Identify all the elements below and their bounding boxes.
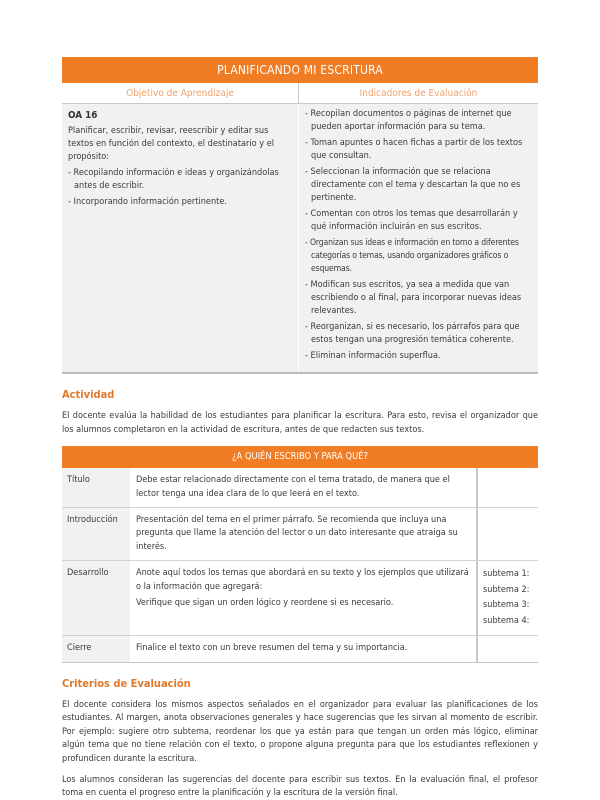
table-row — [62, 468, 538, 508]
row-content: Debe estar relacionado directamente con el tema tratado, de manera que el lector tenga una idea clara de lo que leerá en el texto. — [130, 468, 478, 507]
row-notes-cell — [478, 468, 538, 507]
objective-item: - Incorporando información pertinente. — [68, 197, 227, 207]
criteria-heading: Criterios de Evaluación — [62, 676, 191, 690]
organizer-table-title: ¿A QUIÉN ESCRIBO Y PARA QUÉ? — [62, 446, 538, 468]
objective-item: - Recopilando información e ideas y organizándolas antes de escribir. — [68, 168, 279, 191]
indicator-item: - Organizan sus ideas e información en torno a diferentes categorías o temas, usando organizadores gráficos o esquemas. — [305, 238, 519, 274]
subtema-label: subtema 2: — [483, 584, 530, 595]
row-content: Finalice el texto con un breve resumen del tema y su importancia. — [130, 636, 478, 661]
column-header-indicators: Indicadores de Evaluación — [359, 88, 478, 99]
indicator-item: - Toman apuntes o hacen fichas a partir de los textos que consultan. — [305, 138, 523, 161]
indicator-item: - Modifican sus escritos, ya sea a medida que van escribiendo o al final, para incorporar nuevas ideas relevantes. — [305, 280, 522, 316]
indicator-item: - Recopilan documentos o páginas de internet que pueden aportar información para su tema. — [305, 109, 512, 132]
subtemas-cell — [478, 561, 538, 635]
criteria-paragraph: El docente considera los mismos aspectos señalados en el organizador para evaluar las planificaciones de los estudiantes. Al margen, anota observaciones generales y hace sugerencias que les sirvan al momento de escribir. Por ejemplo: sugiere otro subtema, reordenar los que ya están para que tengan un orden más lógico, eliminar algún tema que no tiene relación con el texto, o propone alguna pregunta para que los estudiantes reflexionen y profundicen durante la escritura. — [62, 699, 538, 764]
row-content — [130, 561, 478, 635]
subtema-label: subtema 4: — [483, 615, 530, 626]
activity-paragraph: El docente evalúa la habilidad de los estudiantes para planificar la escritura. Para esto, revisa el organizador que los alumnos completaron en la actividad de escritura, antes de que redacten sus textos. — [62, 411, 538, 435]
planning-table — [62, 57, 538, 374]
planning-table-title: PLANIFICANDO MI ESCRITURA — [62, 57, 538, 83]
planning-table-column-headers — [62, 83, 538, 104]
row-content: Presentación del tema en el primer párrafo. Se recomienda que incluya una pregunta que llame la atención del lector o un dato interesante que atraiga su interés. — [130, 508, 478, 560]
indicator-item: - Eliminan información superflua. — [305, 351, 441, 361]
table-row — [62, 561, 538, 636]
row-notes-cell — [478, 636, 538, 661]
indicator-item: - Reorganizan, si es necesario, los párrafos para que estos tengan una progresión temática coherente. — [305, 322, 520, 345]
row-notes-cell — [478, 508, 538, 560]
criteria-paragraph: Los alumnos consideran las sugerencias del docente para escribir sus textos. En la evaluación final, el profesor toma en cuenta el progreso entre la planificación y la escritura de la versión final. — [62, 774, 538, 799]
row-label: Desarrollo — [62, 561, 130, 635]
indicator-item: - Comentan con otros los temas que desarrollarán y qué información incluirán en sus escritos. — [305, 209, 518, 232]
subtema-label: subtema 3: — [483, 600, 530, 611]
row-content-text: Anote aquí todos los temas que abordará en su texto y los ejemplos que utilizará o la información que agregará: — [136, 568, 469, 592]
objective-cell — [62, 104, 299, 372]
table-row — [62, 508, 538, 561]
document-page — [62, 57, 538, 800]
row-label: Introducción — [62, 508, 130, 560]
row-content-note: Verifique que sigan un orden lógico y reordene si es necesario. — [136, 598, 394, 609]
organizer-table — [62, 446, 538, 662]
subtema-label: subtema 1: — [483, 569, 530, 580]
table-row — [62, 636, 538, 661]
row-label: Título — [62, 468, 130, 507]
indicators-cell — [299, 104, 538, 372]
activity-heading: Actividad — [62, 388, 115, 401]
indicator-item: - Seleccionan la información que se relaciona directamente con el tema y descartan la que no es pertinente. — [305, 167, 521, 203]
planning-table-body — [62, 104, 538, 374]
column-header-objective: Objetivo de Aprendizaje — [62, 83, 299, 103]
objective-code: OA 16 — [68, 110, 98, 121]
row-label: Cierre — [62, 636, 130, 661]
objective-description: Planificar, escribir, revisar, reescribir y editar sus textos en función del contexto, el destinatario y el propósito: — [68, 126, 275, 162]
